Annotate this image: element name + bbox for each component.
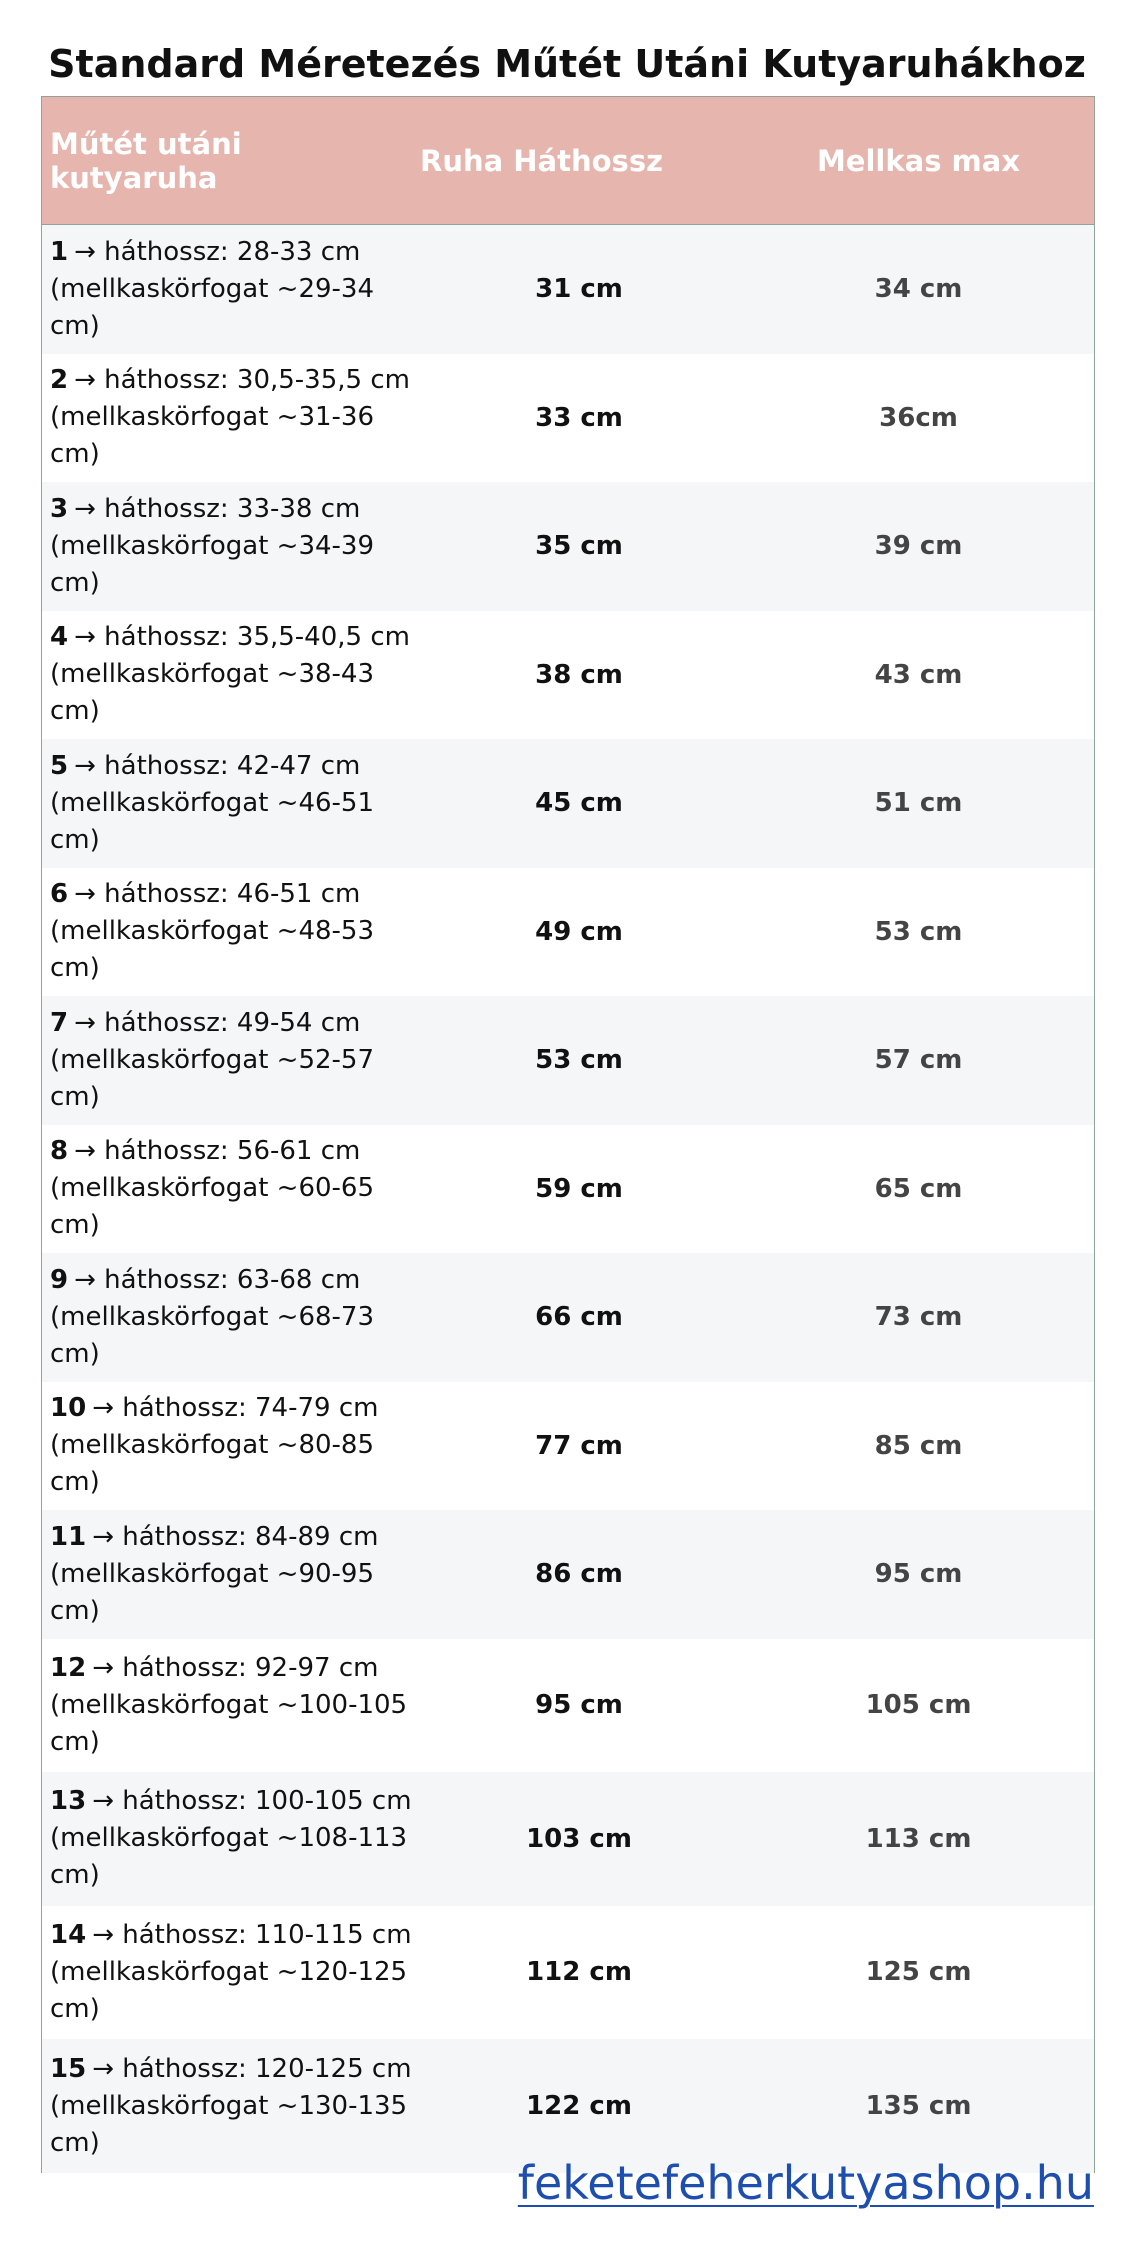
size-number: 3: [50, 493, 69, 524]
size-range-text: háthossz: 46-51 cm (mellkaskörfogat ~48-53 cm): [50, 879, 375, 984]
table-row: [42, 611, 1094, 740]
size-number: 4: [50, 622, 69, 653]
size-range-text: háthossz: 28-33 cm (mellkaskörfogat ~29-34 cm): [50, 236, 375, 341]
size-number: 9: [50, 1264, 69, 1295]
size-range-text: háthossz: 110-115 cm (mellkaskörfogat ~120-125 cm): [50, 1919, 412, 2024]
chest-max-value: 95 cm: [874, 1559, 963, 1590]
chest-max-value: 135 cm: [865, 2091, 972, 2122]
back-length-value: 49 cm: [535, 916, 623, 947]
table-row: [42, 1772, 1094, 1906]
chest-max-value: 125 cm: [865, 1957, 972, 1988]
size-number: 8: [50, 1136, 69, 1167]
chest-max-value: 39 cm: [874, 531, 963, 562]
size-description: [42, 1390, 412, 1501]
chest-max-value: 73 cm: [874, 1302, 963, 1333]
arrow-icon: →: [92, 1521, 114, 1552]
arrow-icon: →: [74, 879, 96, 910]
size-range-text: háthossz: 35,5-40,5 cm (mellkaskörfogat ~38-43 cm): [50, 622, 410, 727]
chest-max-value: 36cm: [879, 402, 958, 433]
size-description: [42, 2051, 412, 2162]
chest-max-value: 85 cm: [874, 1430, 963, 1461]
header-back-length: Ruha Háthossz: [420, 143, 663, 178]
size-description: [42, 619, 412, 730]
table-row: [42, 2039, 1094, 2173]
table-row: [42, 225, 1094, 354]
back-length-value: 38 cm: [535, 659, 623, 690]
size-description: [42, 362, 412, 473]
size-description: [42, 491, 412, 602]
arrow-icon: →: [92, 1786, 114, 1817]
back-length-value: 103 cm: [526, 1823, 632, 1854]
size-number: 12: [50, 1652, 87, 1683]
chest-max-value: 53 cm: [874, 916, 963, 947]
size-number: 13: [50, 1786, 87, 1817]
arrow-icon: →: [92, 1393, 114, 1424]
arrow-icon: →: [74, 1264, 96, 1295]
table-row: [42, 1906, 1094, 2040]
arrow-icon: →: [74, 750, 96, 781]
size-number: 10: [50, 1393, 87, 1424]
size-number: 14: [50, 1919, 87, 1950]
size-range-text: háthossz: 56-61 cm (mellkaskörfogat ~60-65 cm): [50, 1136, 375, 1241]
back-length-value: 59 cm: [535, 1173, 623, 1204]
back-length-value: 77 cm: [535, 1430, 623, 1461]
size-description: [42, 1005, 412, 1116]
size-range-text: háthossz: 84-89 cm (mellkaskörfogat ~90-95 cm): [50, 1521, 379, 1626]
back-length-value: 53 cm: [535, 1045, 623, 1076]
size-description: [42, 1650, 412, 1761]
back-length-value: 95 cm: [535, 1690, 623, 1721]
table-row: [42, 1510, 1094, 1639]
table-row: [42, 1639, 1094, 1773]
size-description: [42, 1783, 412, 1894]
arrow-icon: →: [74, 365, 96, 396]
table-row: [42, 1253, 1094, 1382]
size-number: 6: [50, 879, 69, 910]
arrow-icon: →: [92, 2053, 114, 2084]
size-description: [42, 234, 412, 345]
arrow-icon: →: [74, 1007, 96, 1038]
size-range-text: háthossz: 49-54 cm (mellkaskörfogat ~52-57 cm): [50, 1007, 375, 1112]
size-number: 11: [50, 1521, 87, 1552]
table-body: [42, 225, 1094, 2173]
size-number: 15: [50, 2053, 87, 2084]
back-length-value: 86 cm: [535, 1559, 623, 1590]
table-row: [42, 1382, 1094, 1511]
arrow-icon: →: [74, 493, 96, 524]
size-range-text: háthossz: 42-47 cm (mellkaskörfogat ~46-51 cm): [50, 750, 375, 855]
table-header: [42, 97, 1094, 225]
back-length-value: 35 cm: [535, 531, 623, 562]
size-description: [42, 1133, 412, 1244]
size-number: 2: [50, 365, 69, 396]
shop-link[interactable]: feketefeherkutyashop.hu: [517, 2156, 1094, 2210]
size-description: [42, 1262, 412, 1373]
arrow-icon: →: [92, 1919, 114, 1950]
table-row: [42, 354, 1094, 483]
chest-max-value: 65 cm: [874, 1173, 963, 1204]
back-length-value: 33 cm: [535, 402, 623, 433]
chest-max-value: 51 cm: [874, 788, 963, 819]
size-description: [42, 1519, 412, 1630]
page-title: Standard Méretezés Műtét Utáni Kutyaruhákhoz: [48, 42, 1086, 86]
size-range-text: háthossz: 92-97 cm (mellkaskörfogat ~100-105 cm): [50, 1652, 408, 1757]
size-range-text: háthossz: 63-68 cm (mellkaskörfogat ~68-73 cm): [50, 1264, 375, 1369]
back-length-value: 122 cm: [526, 2091, 632, 2122]
header-chest-max: Mellkas max: [816, 143, 1021, 178]
back-length-value: 112 cm: [526, 1957, 632, 1988]
chest-max-value: 34 cm: [874, 274, 963, 305]
table-row: [42, 482, 1094, 611]
size-range-text: háthossz: 30,5-35,5 cm (mellkaskörfogat ~31-36 cm): [50, 365, 410, 470]
size-number: 5: [50, 750, 69, 781]
chest-max-value: 43 cm: [874, 659, 963, 690]
table-row: [42, 868, 1094, 997]
size-range-text: háthossz: 33-38 cm (mellkaskörfogat ~34-39 cm): [50, 493, 375, 598]
size-description: [42, 748, 412, 859]
back-length-value: 66 cm: [535, 1302, 623, 1333]
size-description: [42, 876, 412, 987]
table-row: [42, 996, 1094, 1125]
size-table: [41, 96, 1095, 2173]
size-range-text: háthossz: 120-125 cm (mellkaskörfogat ~130-135 cm): [50, 2053, 412, 2158]
arrow-icon: →: [74, 622, 96, 653]
size-number: 1: [50, 236, 69, 267]
table-row: [42, 739, 1094, 868]
size-description: [42, 1917, 412, 2028]
table-row: [42, 1125, 1094, 1254]
arrow-icon: →: [92, 1652, 114, 1683]
back-length-value: 45 cm: [535, 788, 623, 819]
header-product: Műtét utáni kutyaruha: [50, 126, 242, 195]
chest-max-value: 57 cm: [874, 1045, 963, 1076]
size-range-text: háthossz: 100-105 cm (mellkaskörfogat ~108-113 cm): [50, 1786, 412, 1891]
chest-max-value: 105 cm: [865, 1690, 972, 1721]
back-length-value: 31 cm: [535, 274, 623, 305]
chest-max-value: 113 cm: [865, 1823, 972, 1854]
size-range-text: háthossz: 74-79 cm (mellkaskörfogat ~80-85 cm): [50, 1393, 379, 1498]
arrow-icon: →: [74, 1136, 96, 1167]
arrow-icon: →: [74, 236, 96, 267]
size-number: 7: [50, 1007, 69, 1038]
